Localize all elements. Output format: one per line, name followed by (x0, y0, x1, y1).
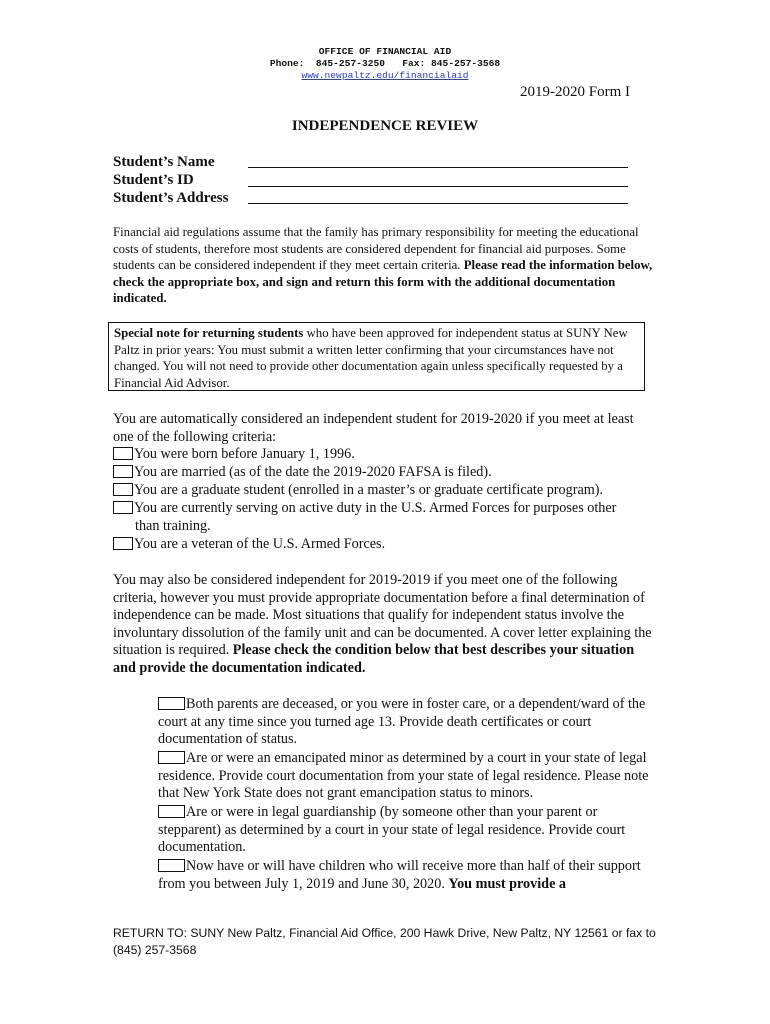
criteria-label: You are a graduate student (enrolled in a master’s or graduate certificate program). (134, 482, 604, 498)
graduate-student-checkbox[interactable] (113, 483, 133, 496)
conditional-text: You may also be considered independent for 2019-2019 if you meet one of the following criteria, however you must provide appropriate documentation before a final determination of independence can be made. Most situations that qualify for independent status involve the involuntary dissolution of the family unit and can be documented. A cover letter explaining the situation is required. (113, 572, 652, 659)
student-id-field[interactable] (248, 186, 628, 187)
criteria-label: You are a veteran of the U.S. Armed Forces. (134, 536, 386, 552)
condition-item (158, 750, 658, 803)
return-address-footer: RETURN TO: SUNY New Paltz, Financial Aid Office, 200 Hawk Drive, New Paltz, NY 12561 or fax to (845) 257-3568 (113, 926, 656, 957)
auto-criteria-intro: You are automatically considered an independent student for 2019-2020 if you meet at least one of the following criteria: (113, 411, 634, 445)
condition-label: Now have or will have children who will receive more than half of their support from you between July 1, 2019 and June 30, 2020. (158, 858, 641, 892)
student-address-field[interactable] (248, 203, 628, 204)
criteria-label-continued: than training. (135, 518, 211, 534)
criteria-item (113, 446, 355, 464)
criteria-item (113, 482, 603, 500)
student-name-field[interactable] (248, 167, 628, 168)
special-note-box (108, 322, 645, 391)
criteria-label: You are currently serving on active duty in the U.S. Armed Forces for purposes other (134, 500, 617, 516)
children-support-checkbox[interactable] (158, 859, 185, 872)
student-id-label: Student’s ID (113, 172, 194, 188)
criteria-item (113, 536, 385, 554)
condition-item (158, 858, 658, 893)
criteria-label: You were born before January 1, 1996. (134, 446, 355, 462)
intro-paragraph (113, 224, 658, 307)
condition-item (158, 696, 658, 749)
emancipated-minor-checkbox[interactable] (158, 751, 185, 764)
condition-item (158, 804, 658, 857)
parents-deceased-checkbox[interactable] (158, 697, 185, 710)
conditional-instruction: Please check the condition below that best describes your situation and provide the documentation indicated. (113, 642, 635, 676)
condition-instruction: You must provide a (448, 875, 567, 892)
condition-label: Are or were in legal guardianship (by someone other than your parent or stepparent) as determined by a court in your state of legal residence. Provide court documentation. (158, 804, 626, 856)
criteria-item (113, 464, 492, 482)
office-header: OFFICE OF FINANCIAL AID (318, 46, 452, 57)
condition-label: Are or were an emancipated minor as determined by a court in your state of legal residence. Provide court documentation from your state of legal residence. Please note that New York State does not grant emancipation status to minors. (158, 750, 649, 802)
form-id: 2019-2020 Form I (520, 84, 630, 100)
condition-label: Both parents are deceased, or you were in foster care, or a dependent/ward of the court at any time since you turned age 13. Provide death certificates or court documentation of status. (158, 696, 646, 748)
student-address-label: Student’s Address (113, 190, 229, 206)
married-checkbox[interactable] (113, 465, 133, 478)
student-name-label: Student’s Name (113, 154, 215, 170)
conditional-paragraph (113, 572, 658, 678)
veteran-checkbox[interactable] (113, 537, 133, 550)
criteria-item (113, 500, 616, 518)
intro-text: Financial aid regulations assume that the family has primary responsibility for meeting the educational costs of students, therefore most students are considered dependent for financial aid purposes. Some students can be considered independent if they meet certain criteria. (113, 225, 639, 273)
born-before-checkbox[interactable] (113, 447, 133, 460)
active-duty-checkbox[interactable] (113, 501, 133, 514)
intro-instruction: Please read the information below, check the appropriate box, and sign and return this form with the additional documentation indicated. (113, 258, 653, 306)
legal-guardianship-checkbox[interactable] (158, 805, 185, 818)
financial-aid-website-link[interactable]: www.newpaltz.edu/financialaid (301, 70, 469, 81)
page-title: INDEPENDENCE REVIEW (291, 118, 479, 134)
special-note-text: who have been approved for independent status at SUNY New Paltz in prior years: You must submit a written letter confirming that your circumstances have not changed. You will not need to provide other documentation again unless specifically requested by a Financial Aid Advisor. (114, 326, 628, 390)
special-note-heading: Special note for returning students (114, 326, 304, 340)
criteria-label: You are married (as of the date the 2019-2020 FAFSA is filed). (134, 464, 492, 480)
office-contact: Phone: 845-257-3250 Fax: 845-257-3568 (269, 58, 501, 69)
